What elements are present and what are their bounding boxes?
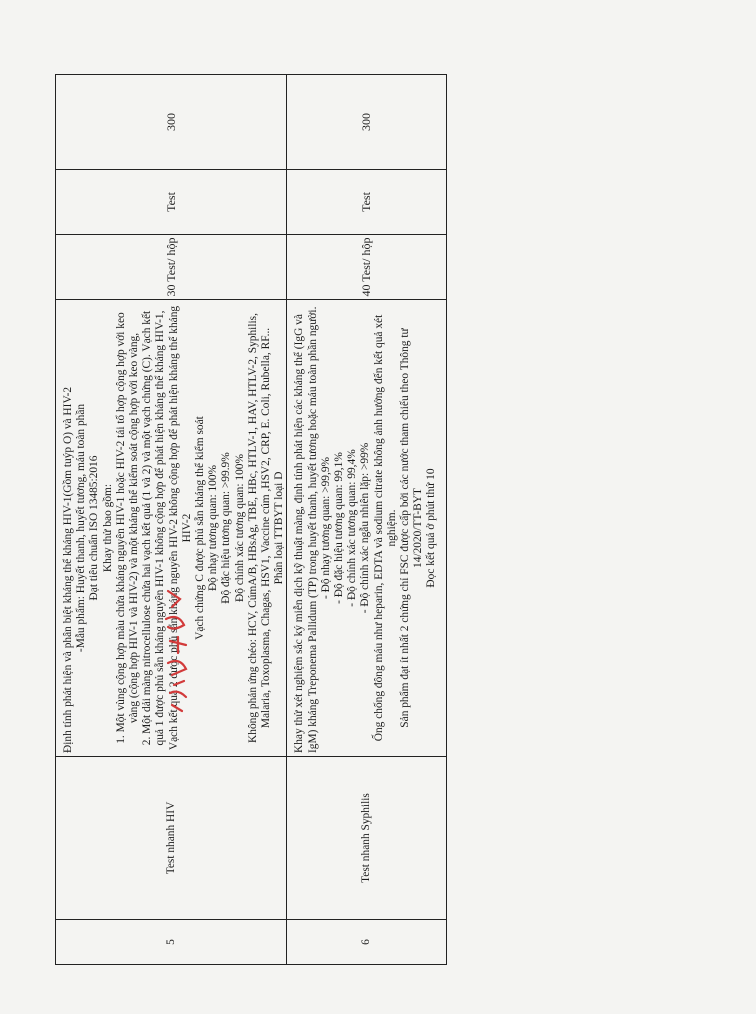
row-number-cell: 6	[287, 920, 447, 965]
table-row	[56, 75, 287, 965]
description-line: - Độ chính xác tương quan: 99,4%	[346, 449, 359, 607]
description-line: Không phản ứng chéo: HCV, CúmA/B, HBsAg, TBE, HBc, HTLV-1, HAV, HTLV-2, Syphilis, Malaria, Toxoplasma, Chagas, HSV1, Vaccine cúm ,HSV2, CRP, E. Coli, Rubella, RF...	[246, 313, 273, 743]
quantity-cell: 300	[287, 75, 447, 170]
packing-cell: 30 Test/ hộp	[56, 235, 287, 300]
table-row	[287, 75, 447, 965]
product-spec-table	[55, 74, 447, 965]
product-name-cell: Test nhanh Syphilis	[287, 757, 447, 920]
unit-cell: Test	[287, 170, 447, 235]
product-name-cell: Test nhanh HIV	[56, 757, 287, 920]
description-line: Độ chính xác tương quan: 100%	[233, 454, 246, 602]
packing-cell: 40 Test/ hộp	[287, 235, 447, 300]
description-line: Đạt tiêu chuẩn ISO 13485:2016	[88, 455, 101, 601]
description-line: 1. Một vùng cộng hợp màu chứa kháng nguyên HIV-1 hoặc HIV-2 tái tổ hợp cộng hợp với keo vàng (cộng hợp HIV-1 và HIV-2) và một kháng thể kiểm soát cộng hợp với keo vàng,	[114, 312, 141, 744]
description-line: Phân loại TTBYT loại D	[273, 471, 286, 585]
row-number-cell: 5	[56, 920, 287, 965]
description-line: Độ đặc hiệu tương quan: >99.9%	[220, 452, 233, 604]
description-line: Vạch chứng C được phủ sẵn kháng thể kiểm soát	[194, 416, 207, 640]
description-line: - Độ nhạy tương quan: >99,9%	[319, 457, 332, 599]
quantity-cell: 300	[56, 75, 287, 170]
description-line: 2. Một dải màng nitrocellulose chứa hai vạch kết quả (1 và 2) và một vạch chứng (C). Vạch kết quả 1 được phủ sẵn kháng nguyên HIV-1 không cộng hợp để phát hiện kháng thể kháng HIV-1,	[141, 310, 167, 746]
description-line: - Độ đặc hiệu tương quan: 99,1%	[333, 452, 346, 604]
red-signature-mark	[160, 585, 200, 715]
description-line: Khay thử bao gồm:	[101, 483, 114, 573]
description-line: Sản phẩm đạt ít nhất 2 chứng chỉ FSC được cấp bởi các nước tham chiếu theo Thông tư 14/2020/TT-BYT	[399, 328, 425, 728]
description-line: Độ nhạy tương quan: 100%	[207, 464, 220, 592]
description-line: Khay thử xét nghiệm sắc ký miễn dịch kỹ thuật màng, định tính phát hiện các kháng thể (IgG và IgM) kháng Treponema Pallidum (TP) trong huyết thanh, huyết tương hoặc máu toàn phần người.	[293, 306, 319, 753]
description-line: - Độ chính xác ngẫu nhiên lặp: >99%	[359, 442, 372, 614]
description-line: Đọc kết quả ở phút thứ 10	[425, 468, 438, 588]
description-line: Ống chống đông máu như heparin, EDTA và sodium citrate không ảnh hưởng đến kết quả xét nghiệm.	[372, 314, 398, 742]
description-line: Định tính phát hiện và phân biệt kháng thể kháng HIV-1(Gồm tuýp O) và HIV-2	[62, 386, 74, 753]
rotated-document-page	[55, 75, 438, 965]
description-line: Vạch kết quả 2 được phủ sẵn kháng nguyên HIV-2 không cộng hợp để phát hiện kháng thể kháng HIV-2	[167, 305, 193, 751]
description-line: -Mẫu phẩm: Huyết thanh, huyết tương, máu toàn phần	[75, 403, 88, 653]
description-cell	[287, 300, 447, 757]
unit-cell: Test	[56, 170, 287, 235]
